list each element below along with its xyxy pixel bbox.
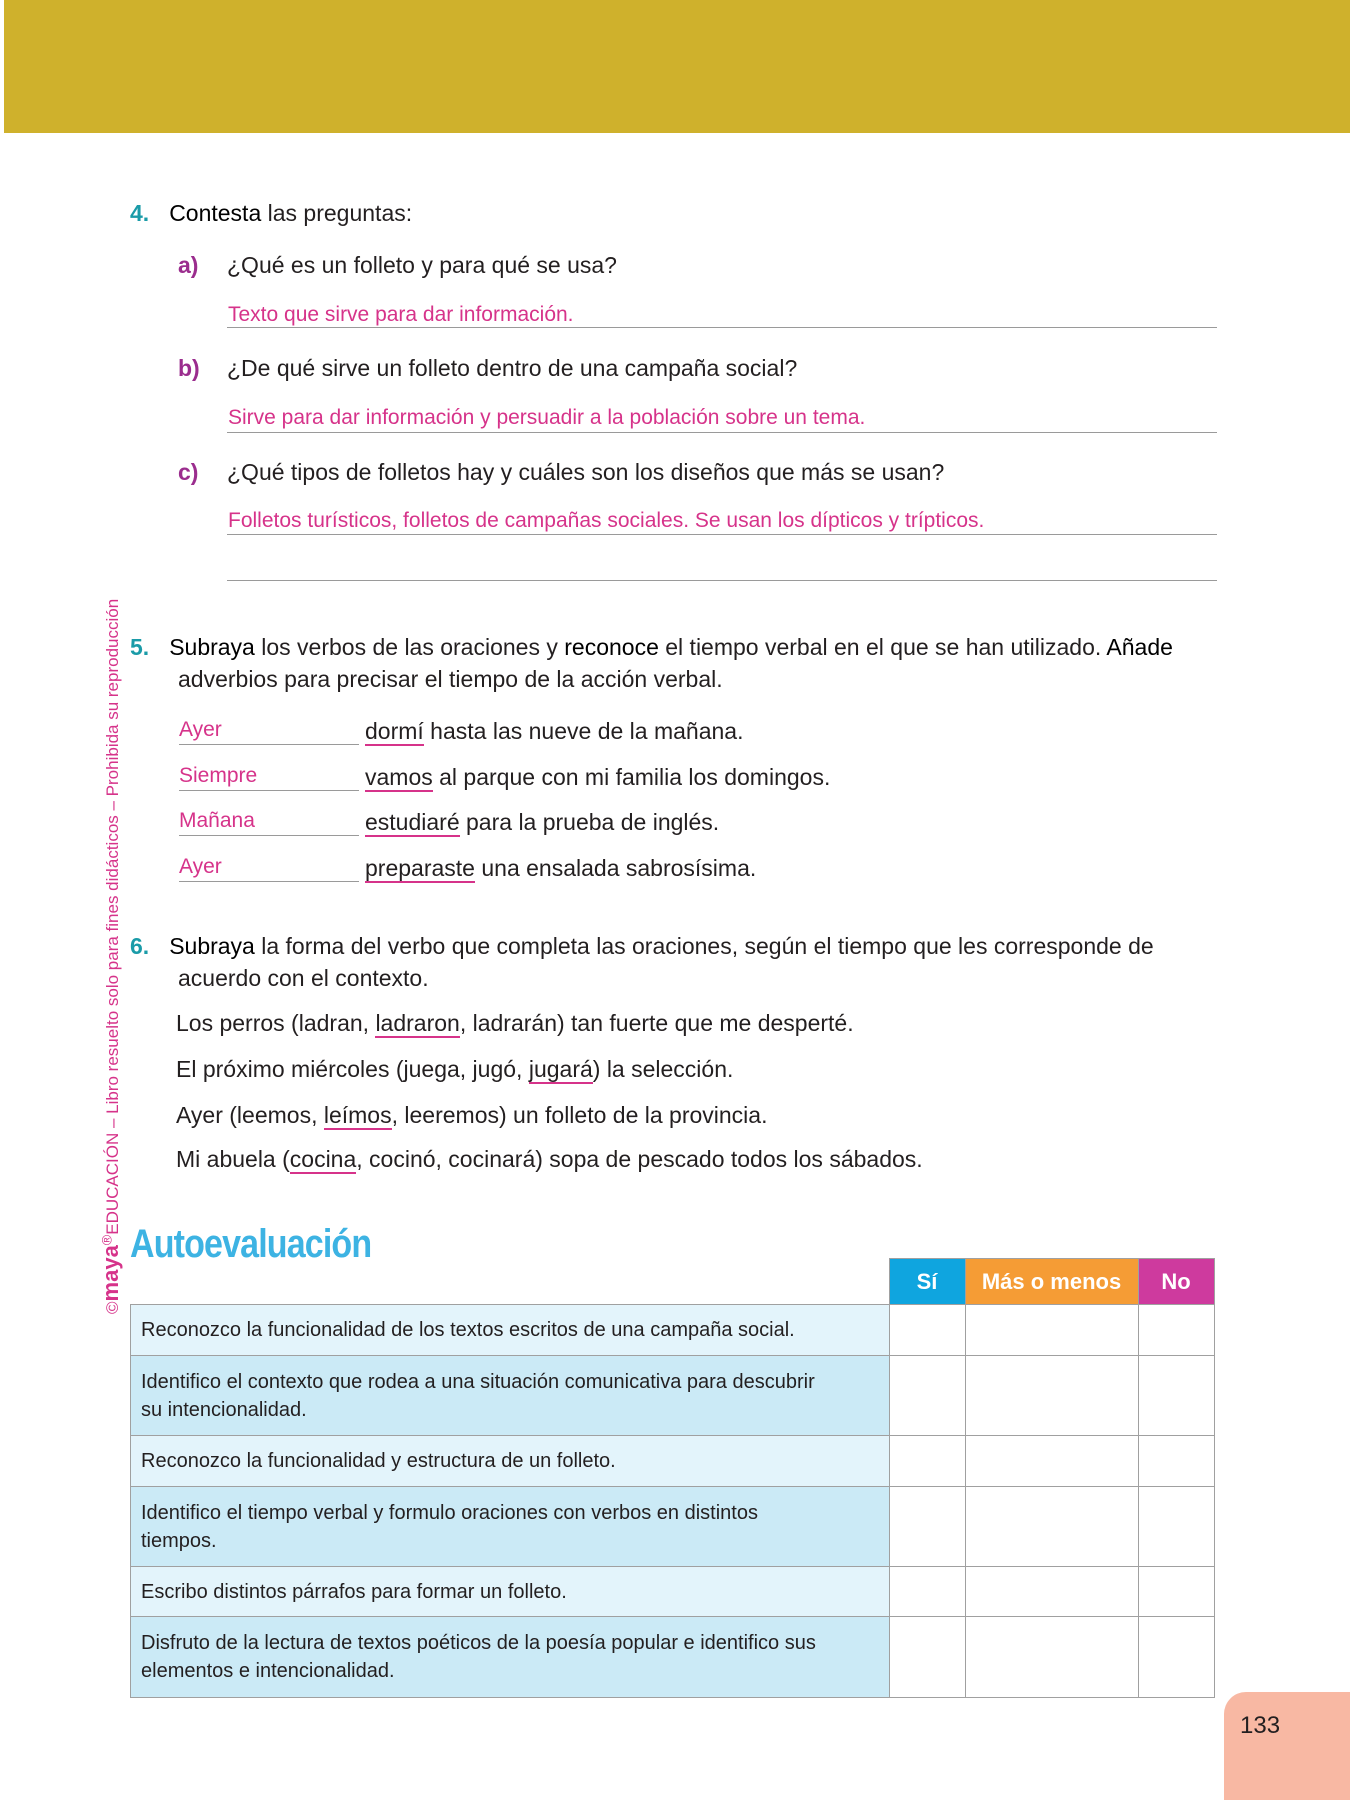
q6-number: 6.: [130, 933, 150, 959]
self-assessment-table: [130, 1258, 1215, 1698]
verb-underlined: preparaste: [365, 855, 475, 881]
q4-heading: [130, 198, 412, 228]
criterion: Reconozco la funcionalidad y estructura de un folleto.: [131, 1436, 890, 1487]
q4c-answer[interactable]: Folletos turísticos, folletos de campañas sociales. Se usan los dípticos y trípticos.: [228, 509, 985, 532]
check-no[interactable]: [1138, 1567, 1214, 1617]
check-yes[interactable]: [889, 1617, 965, 1698]
check-no[interactable]: [1138, 1356, 1214, 1436]
criterion: Identifico el tiempo verbal y formulo oraciones con verbos en distintos tiempos.: [131, 1487, 890, 1567]
verb-underlined: dormí: [365, 718, 424, 744]
sentence-rest: para la prueba de inglés.: [459, 809, 720, 835]
check-more-or-less[interactable]: [965, 1436, 1138, 1487]
sentence-rest: al parque con mi familia los domingos.: [432, 764, 831, 790]
q5-t1: los verbos de las oraciones y: [254, 634, 565, 660]
s-a: Mi abuela (: [176, 1146, 290, 1172]
page-number-tab: [1224, 1692, 1350, 1800]
check-more-or-less[interactable]: [965, 1356, 1138, 1436]
q6-instruction: Subraya: [169, 933, 255, 959]
criterion: Escribo distintos párrafos para formar un folleto.: [131, 1567, 890, 1617]
table-row: [131, 1356, 1215, 1436]
answer-line-empty[interactable]: [227, 580, 1217, 581]
check-yes[interactable]: [889, 1487, 965, 1567]
check-yes[interactable]: [889, 1567, 965, 1617]
q6-text-line2: acuerdo con el contexto.: [178, 965, 429, 991]
verb-underlined: vamos: [365, 764, 433, 790]
adverb-answer[interactable]: Ayer: [179, 853, 359, 882]
criterion: Disfruto de la lectura de textos poéticos de la poesía popular e identifico sus elementos e intencionalidad.: [131, 1617, 890, 1698]
check-yes[interactable]: [889, 1305, 965, 1356]
q4c-question: ¿Qué tipos de folletos hay y cuáles son los diseños que más se usan?: [227, 459, 945, 485]
check-more-or-less[interactable]: [965, 1305, 1138, 1356]
q5-text-line2: adverbios para precisar el tiempo de la acción verbal.: [178, 666, 723, 692]
q6-text: la forma del verbo que completa las oraciones, según el tiempo que les corresponde de: [254, 933, 1154, 959]
header-banner: [4, 0, 1350, 133]
q4c-label: c): [178, 459, 199, 485]
s-b: ) la selección.: [592, 1056, 734, 1082]
q6-sentence: [176, 1054, 733, 1084]
sentence-rest: una ensalada sabrosísima.: [474, 855, 757, 881]
q4-instruction: Contesta: [169, 200, 262, 226]
s-b: , leeremos) un folleto de la provincia.: [391, 1102, 768, 1128]
s-a: Los perros (ladran,: [176, 1010, 376, 1036]
check-yes[interactable]: [889, 1356, 965, 1436]
q6-sentence: [176, 1100, 767, 1130]
q4-text: las preguntas:: [261, 200, 413, 226]
criterion: Identifico el contexto que rodea a una situación comunicativa para descubrir su intencionalidad.: [131, 1356, 890, 1436]
q5-heading: [130, 632, 1173, 662]
q4b-question: ¿De qué sirve un folleto dentro de una campaña social?: [227, 355, 798, 381]
q4b-answer[interactable]: Sirve para dar información y persuadir a la población sobre un tema.: [228, 406, 866, 429]
q6-sentence: [176, 1008, 854, 1038]
q5-b1: Subraya: [169, 634, 255, 660]
copyright-symbol: ©: [103, 1301, 122, 1314]
q5-b3: Añade: [1106, 634, 1173, 660]
verb-underlined: jugará: [528, 1056, 593, 1082]
table-row: [131, 1617, 1215, 1698]
verb-underlined: cocina: [289, 1146, 357, 1172]
q5-b2: reconoce: [564, 634, 659, 660]
q4b-label: b): [178, 355, 200, 381]
verb-underlined: ladraron: [375, 1010, 460, 1036]
q5-number: 5.: [130, 634, 150, 660]
verb-underlined: estudiaré: [365, 809, 460, 835]
check-no[interactable]: [1138, 1487, 1214, 1567]
check-no[interactable]: [1138, 1305, 1214, 1356]
maya-logo: maya: [98, 1245, 123, 1302]
table-row: [131, 1305, 1215, 1356]
s-a: El próximo miércoles (juega, jugó,: [176, 1056, 529, 1082]
q5-t2: el tiempo verbal en el que se han utilizado.: [658, 634, 1107, 660]
adverb-answer[interactable]: Ayer: [179, 716, 359, 745]
header-no: No: [1138, 1259, 1214, 1305]
q6-sentence: [176, 1144, 923, 1174]
header-more-or-less: Más o menos: [965, 1259, 1138, 1305]
s-b: , ladrarán) tan fuerte que me desperté.: [459, 1010, 854, 1036]
section-title: Autoevaluación: [130, 1222, 372, 1266]
table-row: [131, 1436, 1215, 1487]
q4a-question: ¿Qué es un folleto y para qué se usa?: [227, 252, 617, 278]
answer-line: [227, 534, 1217, 535]
check-yes[interactable]: [889, 1436, 965, 1487]
answer-line: [227, 327, 1217, 328]
q4a-answer[interactable]: Texto que sirve para dar información.: [228, 303, 574, 326]
q4a-label: a): [178, 252, 199, 278]
table-row: [131, 1567, 1215, 1617]
page-number: 133: [1240, 1712, 1281, 1739]
s-a: Ayer (leemos,: [176, 1102, 324, 1128]
adverb-answer[interactable]: Mañana: [179, 807, 359, 836]
check-no[interactable]: [1138, 1617, 1214, 1698]
sentence-rest: hasta las nueve de la mañana.: [423, 718, 744, 744]
criterion: Reconozco la funcionalidad de los textos escritos de una campaña social.: [131, 1305, 890, 1356]
copyright-text: EDUCACIÓN – Libro resuelto solo para fines didácticos – Prohibida su reproducción: [103, 598, 122, 1235]
s-b: , cocinó, cocinará) sopa de pescado todos los sábados.: [356, 1146, 923, 1172]
header-yes: Sí: [889, 1259, 965, 1305]
check-more-or-less[interactable]: [965, 1567, 1138, 1617]
q4-number: 4.: [130, 200, 150, 226]
answer-line: [227, 432, 1217, 433]
check-more-or-less[interactable]: [965, 1617, 1138, 1698]
copyright-sidebar: ©maya®EDUCACIÓN – Libro resuelto solo para fines didácticos – Prohibida su reproducción: [98, 598, 123, 1314]
q6-heading: [130, 931, 1154, 961]
adverb-answer[interactable]: Siempre: [179, 762, 359, 791]
table-row: [131, 1487, 1215, 1567]
page-edge: [0, 0, 4, 133]
verb-underlined: leímos: [323, 1102, 392, 1128]
check-no[interactable]: [1138, 1436, 1214, 1487]
check-more-or-less[interactable]: [965, 1487, 1138, 1567]
